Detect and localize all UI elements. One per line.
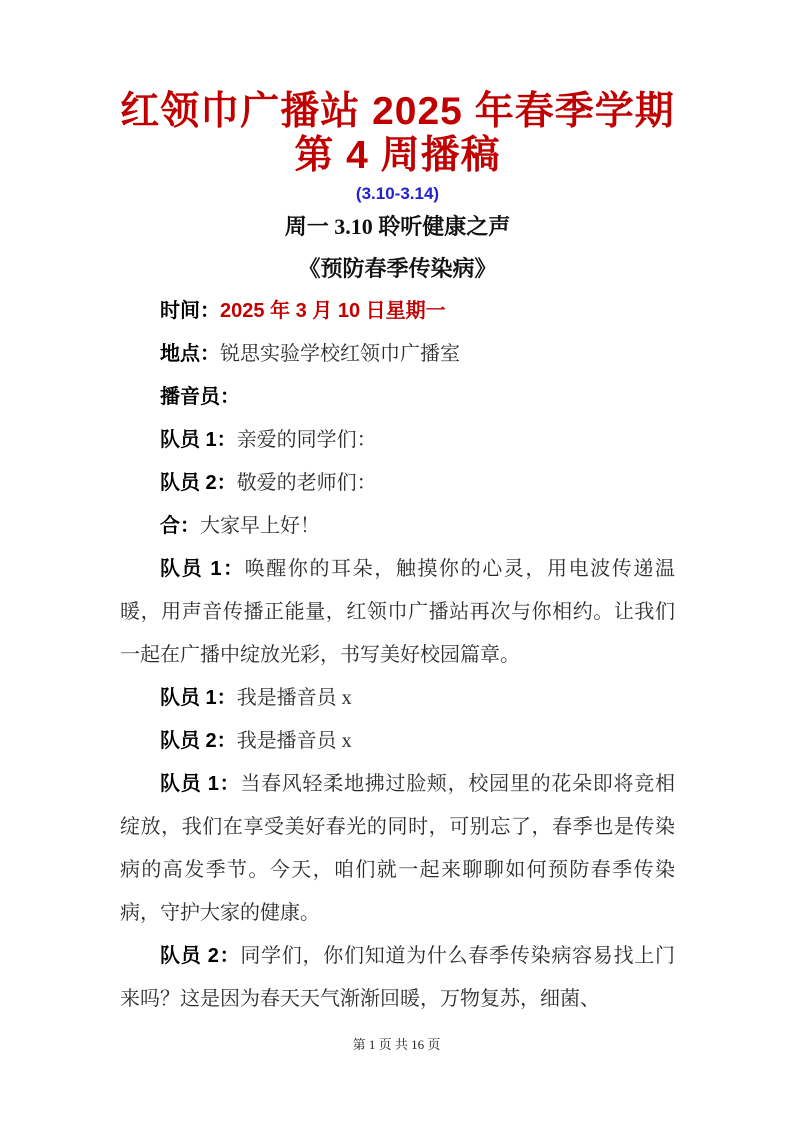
dialogue-text: 当春风轻柔地拂过脸颊，校园里的花朵即将竞相绽放，我们在享受美好春光的同时，可别忘了，春季也是传染病的高发季节。今天，咱们就一起来聊聊如何预防春季传染病，守护大家的健康。 (120, 773, 675, 924)
location-value: 锐思实验学校红领巾广播室 (220, 343, 460, 365)
speaker-label: 队员 2： (160, 730, 237, 752)
time-label: 时间： (160, 300, 220, 322)
dialogue-line (120, 462, 675, 505)
section-heading-day: 周一 3.10 聆听健康之声 (284, 214, 511, 239)
dialogue-text: 亲爱的同学们： (236, 429, 377, 451)
meta-time-line (120, 290, 675, 333)
dialogue-text: 同学们，你们知道为什么春季传染病容易找上门来吗？这是因为春天天气渐渐回暖，万物复苏，细菌、 (120, 945, 675, 1010)
date-range-subtitle: (3.10-3.14) (355, 184, 440, 203)
page-title (120, 90, 675, 178)
dialogue-line (120, 548, 675, 677)
dialogue-text: 敬爱的老师们： (236, 472, 377, 494)
dialogue-text: 大家早上好！ (200, 515, 320, 537)
page-title-line-1: 红领巾广播站 2025 年春季学期 (120, 90, 675, 133)
announcer-label: 播音员： (160, 386, 240, 408)
speaker-label: 队员 1： (160, 429, 237, 451)
time-value: 2025 年 3 月 10 日星期一 (220, 300, 446, 322)
meta-announcer-line (120, 376, 675, 419)
page-number-footer: 第 1 页 共 16 页 (352, 1037, 441, 1052)
speaker-label: 队员 1： (160, 558, 245, 580)
speaker-label: 队员 1： (160, 773, 241, 795)
page-title-line-2: 第 4 周播稿 (294, 134, 501, 177)
dialogue-text: 我是播音员 x (236, 687, 352, 709)
dialogue-line (120, 763, 675, 935)
section-heading-topic: 《预防春季传染病》 (298, 256, 497, 281)
meta-location-line (120, 333, 675, 376)
dialogue-line (120, 677, 675, 720)
speaker-label: 合： (160, 515, 200, 537)
speaker-label: 队员 2： (160, 472, 237, 494)
document-body (120, 290, 675, 1021)
dialogue-line (120, 419, 675, 462)
location-label: 地点： (160, 343, 220, 365)
dialogue-text: 唤醒你的耳朵，触摸你的心灵，用电波传递温暖，用声音传播正能量，红领巾广播站再次与你相约。让我们一起在广播中绽放光彩，书写美好校园篇章。 (120, 558, 676, 666)
dialogue-text: 我是播音员 x (236, 730, 352, 752)
dialogue-line (120, 935, 675, 1021)
speaker-label: 队员 2： (160, 945, 241, 967)
speaker-label: 队员 1： (160, 687, 237, 709)
dialogue-line (120, 720, 675, 763)
dialogue-line (120, 505, 675, 548)
